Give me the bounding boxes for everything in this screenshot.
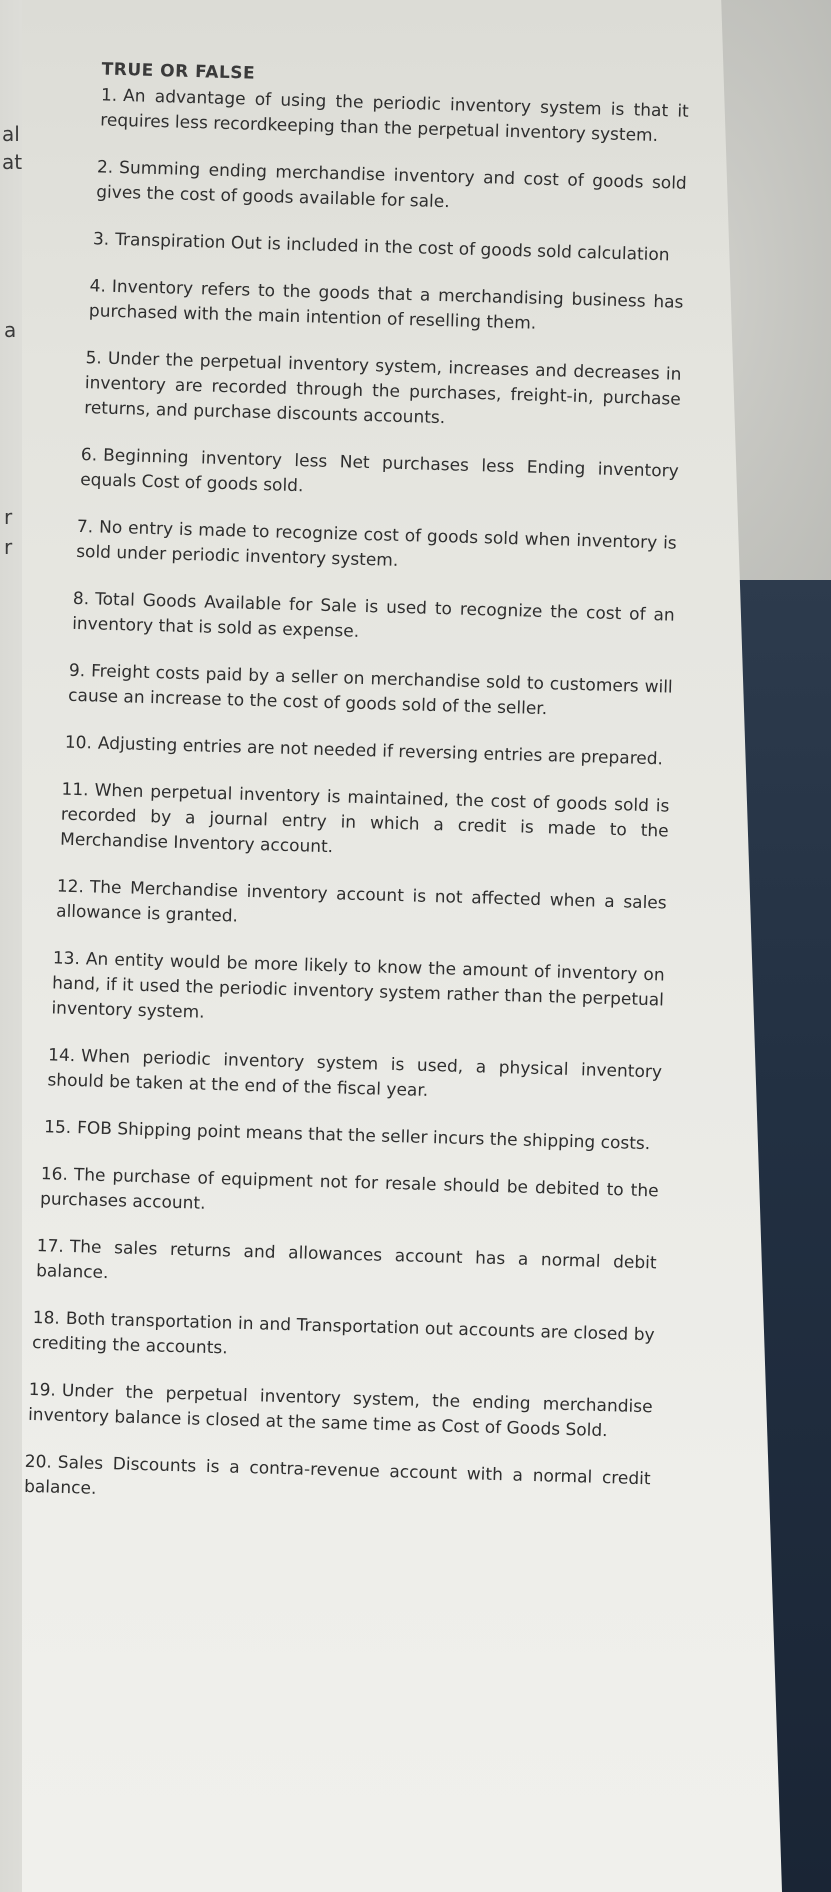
question-number: 3. bbox=[92, 229, 110, 250]
question-number: 9. bbox=[68, 660, 86, 682]
question-number: 6. bbox=[80, 445, 98, 466]
question-number: 15. bbox=[43, 1117, 72, 1139]
question-number: 14. bbox=[47, 1045, 76, 1067]
question-text: When periodic inventory system is used, a physical inventory should be taken at the end of the fiscal year. bbox=[47, 1046, 663, 1101]
margin-mark: r bbox=[4, 505, 13, 529]
question-text: Beginning inventory less Net purchases less Ending inventory equals Cost of goods sold. bbox=[79, 445, 679, 497]
question-text: Transpiration Out is included in the cost of goods sold calculation bbox=[114, 229, 670, 266]
question-item bbox=[36, 1234, 657, 1301]
question-number: 11. bbox=[61, 779, 89, 801]
question-item bbox=[76, 515, 677, 582]
question-number: 17. bbox=[36, 1236, 65, 1257]
question-text: FOB Shipping point means that the seller incurs the shipping costs. bbox=[76, 1118, 651, 1155]
question-item bbox=[89, 274, 684, 341]
margin-mark: a bbox=[4, 318, 17, 342]
question-text: The Merchandise inventory account is not affected when a sales allowance is granted. bbox=[55, 877, 667, 927]
worksheet-title: TRUE OR FALSE bbox=[101, 59, 256, 84]
question-item bbox=[68, 659, 673, 726]
question-text: Summing ending merchandise inventory and cost of goods sold gives the cost of goods available for sale. bbox=[95, 157, 688, 213]
question-item bbox=[56, 875, 667, 942]
question-item bbox=[32, 1306, 655, 1373]
margin-mark: r bbox=[4, 535, 13, 559]
question-number: 13. bbox=[52, 948, 81, 970]
margin-mark: at bbox=[2, 150, 23, 174]
question-text: An entity would be more likely to know the amount of inventory on hand, if it used the periodic inventory system rather than the perpetual inventory system. bbox=[51, 949, 665, 1023]
question-text: Both transportation in and Transportation out accounts are closed by crediting the accounts. bbox=[31, 1308, 655, 1359]
question-text: Adjusting entries are not needed if reversing entries are prepared. bbox=[97, 733, 664, 770]
question-number: 12. bbox=[56, 876, 85, 898]
question-text: Total Goods Available for Sale is used to recognize the cost of an inventory that is sold as expense. bbox=[71, 589, 675, 642]
question-text: Under the perpetual inventory system, increases and decreases in inventory are recorded through the purchases, freight-in, purchase returns, and purchase discounts accounts. bbox=[83, 348, 682, 429]
question-item bbox=[93, 227, 685, 269]
question-number: 20. bbox=[24, 1451, 53, 1473]
question-item bbox=[40, 1162, 659, 1229]
question-text: When perpetual inventory is maintained, the cost of goods sold is recorded by a journal entry in which a credit is made to the Merchandise Inventory account. bbox=[59, 780, 670, 858]
question-number: 5. bbox=[85, 348, 103, 369]
question-number: 16. bbox=[40, 1164, 69, 1185]
question-number: 7. bbox=[76, 516, 94, 538]
question-item bbox=[51, 946, 665, 1038]
question-text: No entry is made to recognize cost of goods sold when inventory is sold under periodic inventory system. bbox=[75, 517, 677, 571]
question-item bbox=[96, 155, 687, 221]
question-item bbox=[28, 1378, 653, 1445]
question-item bbox=[47, 1043, 662, 1110]
question-item bbox=[44, 1115, 660, 1157]
question-item bbox=[24, 1450, 651, 1517]
question-number: 1. bbox=[100, 85, 118, 106]
question-text: The purchase of equipment not for resale should be debited to the purchases account. bbox=[39, 1165, 659, 1214]
question-number: 18. bbox=[32, 1308, 61, 1329]
worksheet-content bbox=[9, 58, 690, 1539]
question-text: Sales Discounts is a contra-revenue account with a normal credit balance. bbox=[23, 1452, 651, 1499]
question-text: Freight costs paid by a seller on merchandise sold to customers will cause an increase to the cost of goods sold of the seller. bbox=[67, 661, 673, 720]
question-item bbox=[65, 731, 671, 773]
question-text: The sales returns and allowances account has a normal debit balance. bbox=[35, 1237, 657, 1284]
question-item bbox=[84, 346, 682, 438]
question-text: Inventory refers to the goods that a merchandising business has purchased with the main intention of reselling them. bbox=[88, 276, 684, 334]
question-number: 19. bbox=[28, 1379, 57, 1401]
question-number: 2. bbox=[96, 157, 114, 178]
question-item bbox=[60, 778, 670, 870]
question-text: Under the perpetual inventory system, the ending merchandise inventory balance is closed at the same time as Cost of Goods Sold. bbox=[27, 1380, 653, 1442]
question-item bbox=[80, 443, 679, 510]
question-item bbox=[72, 587, 675, 654]
question-number: 8. bbox=[72, 588, 90, 610]
question-text: An advantage of using the periodic inventory system is that it requires less recordkeeping than the perpetual inventory system. bbox=[99, 86, 690, 147]
margin-mark: al bbox=[2, 122, 20, 146]
question-list bbox=[10, 82, 689, 1517]
question-number: 4. bbox=[89, 276, 107, 297]
question-number: 10. bbox=[64, 732, 93, 754]
